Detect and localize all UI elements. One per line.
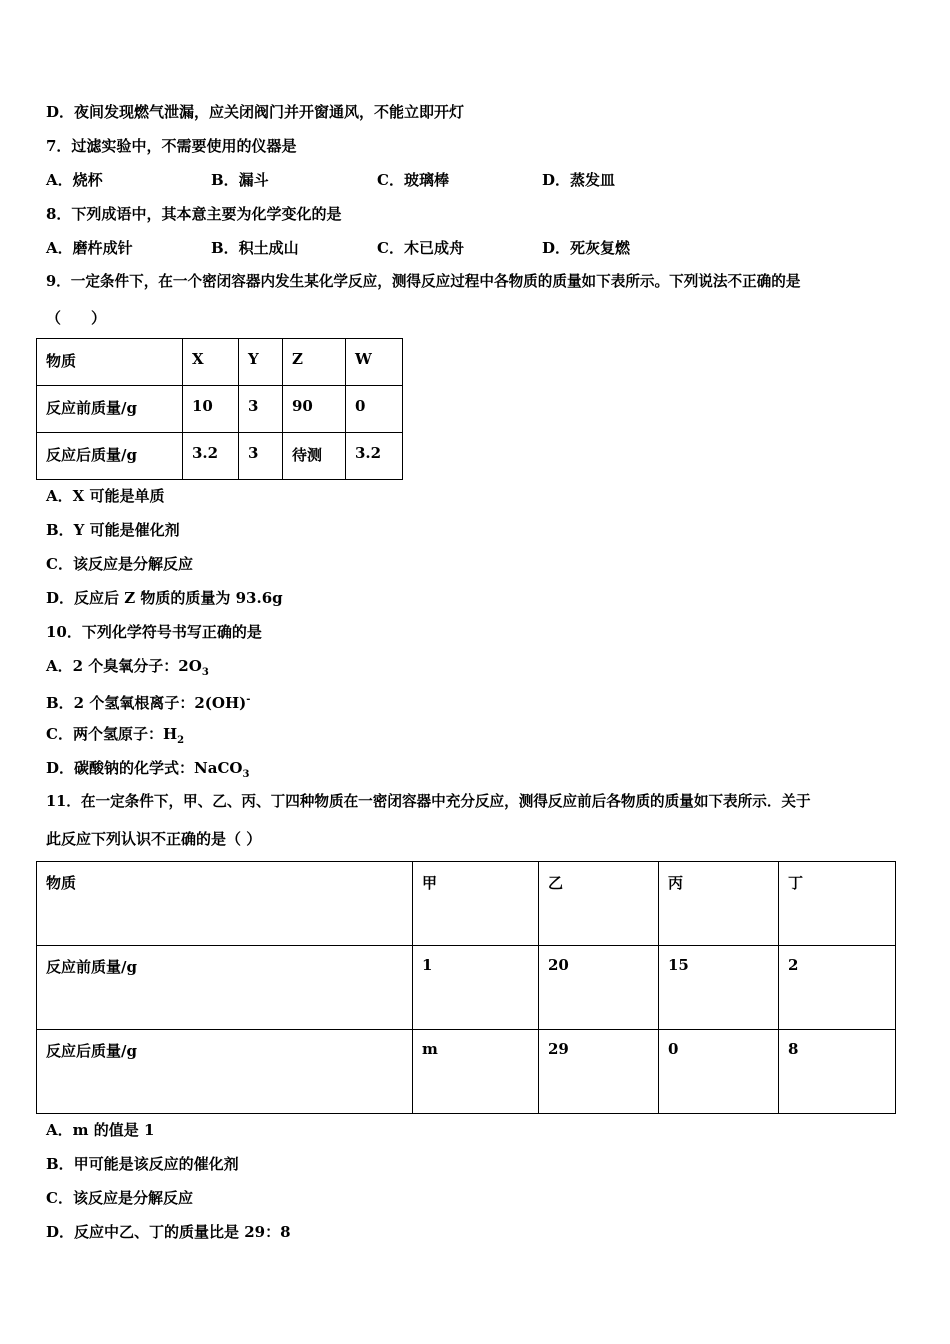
table-cell: 90 — [292, 397, 313, 415]
table-cell: W — [355, 350, 372, 368]
option-text: C．两个氢原子：H — [46, 725, 178, 743]
table-row — [37, 946, 896, 1030]
option-text: A．2 个臭氧分子：2O — [46, 657, 202, 675]
q9-option-a: A．X 可能是单质 — [46, 487, 165, 505]
table-cell: 待测 — [292, 446, 323, 464]
table-cell: Y — [248, 350, 259, 368]
table-cell: m — [422, 1040, 438, 1058]
table-cell: 3 — [248, 444, 259, 462]
table-cell: 0 — [668, 1040, 679, 1058]
q10-option-d — [46, 757, 249, 786]
table-cell: 反应前质量/g — [46, 958, 137, 976]
subscript: 3 — [242, 769, 250, 780]
q10-option-b — [46, 689, 250, 714]
table-cell: 3 — [248, 397, 259, 415]
q8-option-b: B．积土成山 — [211, 239, 299, 257]
q8-option-a: A．磨杵成针 — [46, 239, 133, 257]
table-row — [37, 433, 403, 480]
subscript: 3 — [201, 667, 209, 678]
q11-option-c: C．该反应是分解反应 — [46, 1189, 193, 1207]
q11-stem-line2: 此反应下列认识不正确的是（ ） — [46, 830, 262, 848]
table-cell: 反应后质量/g — [46, 446, 137, 464]
superscript: - — [246, 694, 251, 705]
table-cell: 反应后质量/g — [46, 1042, 137, 1060]
table-row — [37, 339, 403, 386]
q10-stem: 10．下列化学符号书写正确的是 — [46, 623, 262, 641]
q8-option-d: D．死灰复燃 — [542, 239, 631, 257]
table-cell: 丙 — [668, 874, 684, 892]
q11-stem-line1: 11．在一定条件下，甲、乙、丙、丁四种物质在一密闭容器中充分反应，测得反应前后各物质的质量如下表所示．关于 — [46, 793, 811, 810]
q7-option-c: C．玻璃棒 — [377, 171, 449, 189]
table-cell: 8 — [788, 1040, 799, 1058]
q8-stem: 8．下列成语中，其本意主要为化学变化的是 — [46, 205, 342, 223]
q11-option-a: A．m 的值是 1 — [46, 1121, 155, 1139]
table-cell: 1 — [422, 956, 433, 974]
q11-option-d: D．反应中乙、丁的质量比是 29：8 — [46, 1223, 291, 1241]
table-cell: 0 — [355, 397, 366, 415]
q9-stem-line2: （ ） — [46, 309, 107, 327]
table-cell: 3.2 — [192, 444, 219, 462]
q7-option-d: D．蒸发皿 — [542, 171, 616, 189]
table-cell: 10 — [192, 397, 213, 415]
q9-table — [36, 338, 403, 480]
q9-option-c: C．该反应是分解反应 — [46, 555, 193, 573]
q7-option-b: B．漏斗 — [211, 171, 269, 189]
table-cell: 20 — [548, 956, 569, 974]
q9-option-b: B．Y 可能是催化剂 — [46, 521, 180, 539]
q9-option-d: D．反应后 Z 物质的质量为 93.6g — [46, 589, 283, 607]
q11-option-b: B．甲可能是该反应的催化剂 — [46, 1155, 239, 1173]
table-cell: X — [192, 350, 204, 368]
table-cell: 物质 — [46, 352, 77, 370]
table-cell: 物质 — [46, 874, 77, 892]
table-cell: 丁 — [788, 874, 804, 892]
table-row — [37, 386, 403, 433]
option-text: D．碳酸钠的化学式：NaCO — [46, 759, 243, 777]
q6-option-d: D．夜间发现燃气泄漏，应关闭阀门并开窗通风，不能立即开灯 — [46, 103, 465, 121]
q10-option-c — [46, 723, 184, 752]
table-row — [37, 1030, 896, 1114]
q7-stem: 7．过滤实验中，不需要使用的仪器是 — [46, 137, 297, 155]
q11-table — [36, 861, 896, 1114]
table-cell: Z — [292, 350, 303, 368]
table-cell: 15 — [668, 956, 689, 974]
table-cell: 乙 — [548, 874, 564, 892]
table-cell: 反应前质量/g — [46, 399, 137, 417]
table-cell: 3.2 — [355, 444, 382, 462]
table-cell: 2 — [788, 956, 799, 974]
q9-stem-line1: 9．一定条件下，在一个密闭容器内发生某化学反应，测得反应过程中各物质的质量如下表所示。下列说法不正确的是 — [46, 273, 801, 290]
subscript: 2 — [177, 735, 185, 746]
q10-option-a — [46, 655, 209, 684]
option-text: B．2 个氢氧根离子：2(OH) — [46, 694, 247, 712]
table-row — [37, 862, 896, 946]
table-cell: 甲 — [422, 874, 438, 892]
q7-option-a: A．烧杯 — [46, 171, 103, 189]
table-cell: 29 — [548, 1040, 569, 1058]
q8-option-c: C．木已成舟 — [377, 239, 464, 257]
